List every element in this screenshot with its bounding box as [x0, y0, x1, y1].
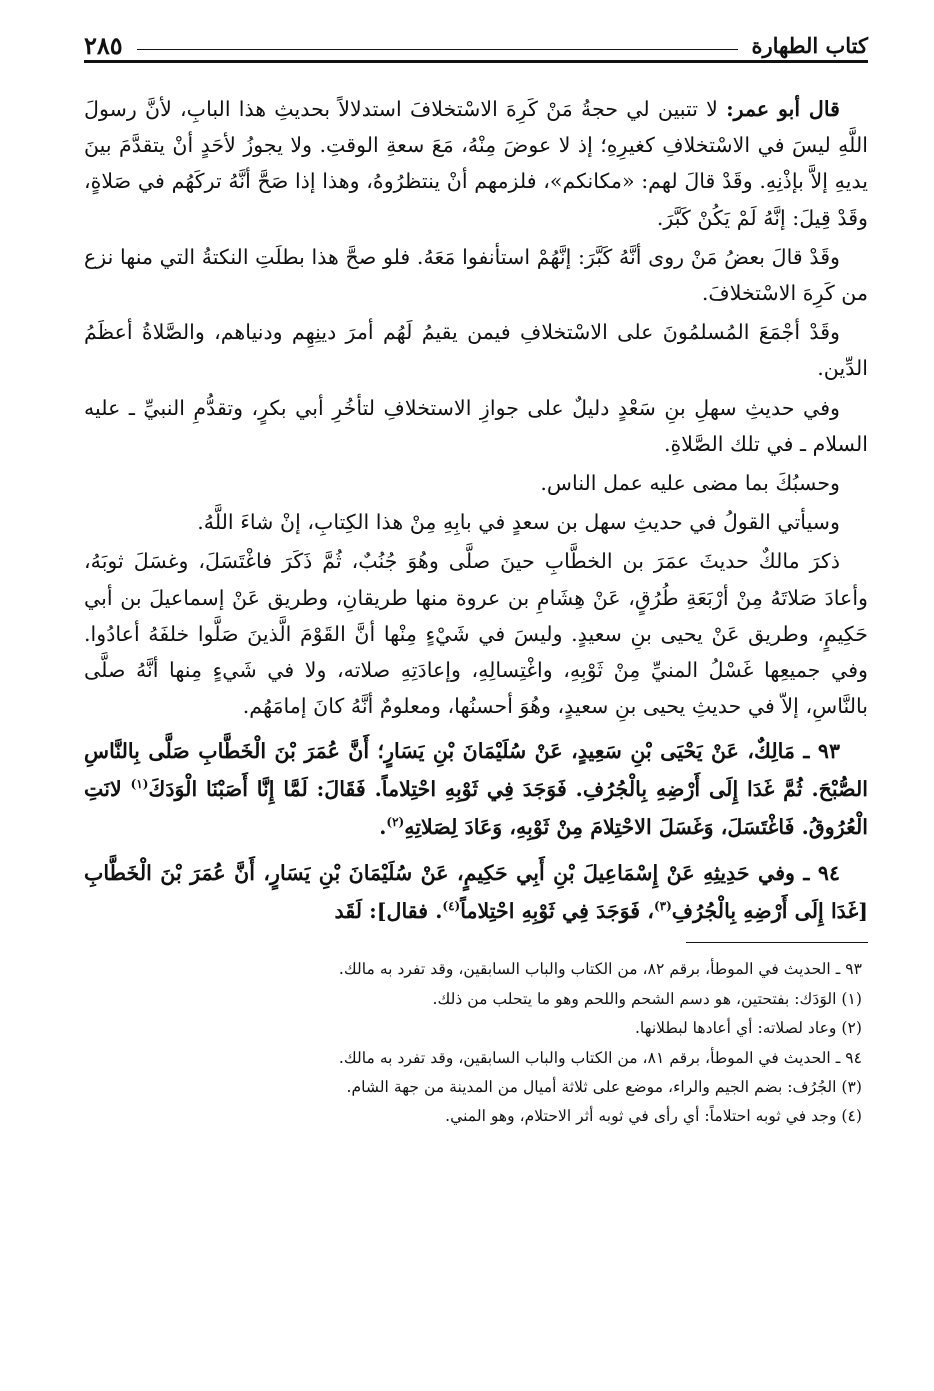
paragraph-text: لا تتبين لي حجةُ مَنْ كَرِهَ الاسْتخلافَ استدلالاً بحديثِ هذا البابِ، لأنَّ رسولَ اللَّهِ ليسَ في الاسْتخلافِ كغيرِهِ؛ إذ لا عوضَ مِنْهُ، مَعَ سعةِ الوقتِ. ولا يجوزُ لأحَدٍ أنْ يتقدَّمَ بينَ يديهِ إلاَّ بإذْنِهِ. وقَدْ قالَ لهم: «مكانكم»، فلزمهم أنْ ينتظرُوهُ، وهذا إذا صَحَّ أنَّهُ تركَهُم في صَلاةٍ، وقَدْ قِيلَ: إنَّهُ لَمْ يَكُنْ كَبَّرَ. — [84, 97, 868, 230]
footnote: ٩٤ ـ الحديث في الموطأ، برقم ٨١، من الكتاب والباب السابقين، وقد تفرد به مالك. — [338, 1048, 862, 1067]
paragraph — [84, 314, 868, 386]
paragraph-text: وفي حديثِ سهلِ بنِ سَعْدٍ دليلٌ على جوازِ الاستخلافِ لتأخُرِ أبي بكرٍ، وتقدُّمِ النبيِّ ـ عليه السلام ـ في تلك الصَّلاةِ. — [84, 395, 868, 456]
paragraph — [84, 91, 868, 236]
hadith-text: عَنْ يَحْيَى بْنِ سَعِيدٍ، عَنْ سُلَيْمَانَ بْنِ يَسَارٍ؛ أَنَّ عُمَرَ بْنَ الْخَطَّابِ صَلَّى بِالنَّاسِ الصُّبْحَ. ثُمَّ غَدَا إِلَى أَرْضِهِ بِالْجُرُفِ. فَوَجَدَ فِي ثَوْبِهِ احْتِلاماً. فَقَالَ: لَمَّا إِنَّا أَصَبْنَا الْوَدَكَ — [84, 739, 868, 802]
header-rule — [137, 49, 738, 50]
page-number: ٢٨٥ — [84, 31, 123, 60]
main-text — [84, 91, 868, 930]
hadith-93 — [84, 732, 868, 846]
footnote-divider — [686, 942, 868, 943]
hadith-narrator: مَالِكٌ، — [747, 739, 804, 764]
paragraph-text: وقَدْ أجْمَعَ المُسلمُونَ على الاسْتخلافِ فيمن يقيمُ لَهُم أمرَ دينِهِم ودنياهم، والصَّلاةُ أعظَمُ الدِّين. — [84, 320, 868, 381]
paragraph — [84, 239, 868, 311]
footnote: (٤) وجد في ثوبه احتلاماً: أي رأى في ثوبه أثر الاحتلام، وهو المني. — [445, 1107, 862, 1126]
hadith-number: ٩٤ ـ — [803, 861, 841, 886]
hadith-text: لانَتِ الْعُرُوقُ. فَاغْتَسَلَ، وَغَسَلَ الاحْتِلامَ مِنْ ثَوْبِهِ، وَعَادَ لِصَلاتِهِ — [84, 777, 868, 840]
paragraph — [84, 465, 868, 501]
running-header — [84, 26, 868, 63]
hadith-text: . فقال]: لَقَد — [334, 899, 443, 924]
footnote-ref[interactable]: (٣) — [653, 899, 672, 914]
hadith-text: . — [379, 815, 387, 840]
footnote-ref[interactable]: (٤) — [442, 899, 461, 914]
hadith-number: ٩٣ ـ — [803, 739, 841, 764]
hadith-text: وفي حَدِيثِهِ عَنْ إِسْمَاعِيلَ بْنِ أَبِي حَكِيمٍ، عَنْ سُلَيْمَانَ بْنِ يَسَارٍ، أَنَّ عُمَرَ بْنَ الْخَطَّابِ [غَدَا إِلَى أَرْضِهِ بِالْجُرُفِ — [84, 861, 868, 924]
footnote: (١) الوَدَك: بفتحتين، هو دسم الشحم واللحم وهو ما يتحلب من ذلك. — [432, 989, 862, 1008]
hadith-text: ، فَوَجَدَ فِي ثَوْبِهِ احْتِلاماً — [460, 899, 654, 924]
paragraph — [84, 504, 868, 540]
footnote: (٢) وعاد لصلاته: أي أعادها لبطلانها. — [634, 1019, 862, 1038]
footnote: ٩٣ ـ الحديث في الموطأ، برقم ٨٢، من الكتاب والباب السابقين، وقد تفرد به مالك. — [338, 960, 862, 979]
footnote-ref[interactable]: (١) — [130, 777, 149, 792]
speaker-label: قال أبو عمر: — [726, 97, 841, 121]
paragraph-text: ذكرَ مالكٌ حديثَ عمَرَ بن الخطَّابِ حينَ صلَّى وهُوَ جُنُبٌ، ثُمَّ ذَكَرَ فاغْتَسَلَ، وغسَلَ ثوبَهُ، وأعادَ صَلاتَهُ مِنْ أرْبَعَةِ طُرُقٍ، عَنْ هِشَامِ بن عروة منها طريقانِ، وطريق عَنْ إسماعيلَ بن أبي حَكِيمٍ، وطريق عَنْ يحيى بنِ سعيدٍ. وليسَ في شَيْءٍ مِنْها أنَّ القَوْمَ الَّذينَ صَلَّوا خلفَهُ أعادُوا. وفي جميعِها غَسْلُ المنيِّ مِنْ ثَوْبِهِ، واغْتِسالِهِ، وإعادَتِهِ صلاته، ولا في شَيءٍ مِنها أنَّهُ صلَّى بالنَّاسِ، إلاّ في حديثِ يحيى بنِ سعيدٍ، وهُوَ أحسنُها، ومعلومٌ أنَّهُ كانَ إمامَهُم. — [84, 549, 868, 719]
book-title: كتاب الطهارة — [751, 33, 868, 58]
paragraph-text: وحسبُكَ بما مضى عليه عمل الناس. — [540, 471, 840, 496]
paragraph-text: وقَدْ قالَ بعضُ مَنْ روى أنَّهُ كَبَّرَ: إنَّهُمْ استأنفوا مَعَهُ. فلو صحَّ هذا بطلَتِ النكتةُ التي منها نزع من كَرِهَ الاسْتخلافَ. — [84, 244, 868, 306]
paragraph-text: وسيأتي القولُ في حديثِ سهل بن سعدٍ في بابِهِ مِنْ هذا الكِتابِ، إنْ شاءَ اللَّهُ. — [197, 510, 840, 535]
hadith-94 — [84, 854, 868, 930]
paragraph — [84, 390, 868, 462]
footnotes — [84, 955, 868, 1131]
paragraph — [84, 543, 868, 724]
footnote-ref[interactable]: (٢) — [386, 815, 405, 830]
footnote: (٣) الجُرُف: بضم الجيم والراء، موضع على ثلاثة أميال من المدينة من جهة الشام. — [346, 1078, 862, 1097]
